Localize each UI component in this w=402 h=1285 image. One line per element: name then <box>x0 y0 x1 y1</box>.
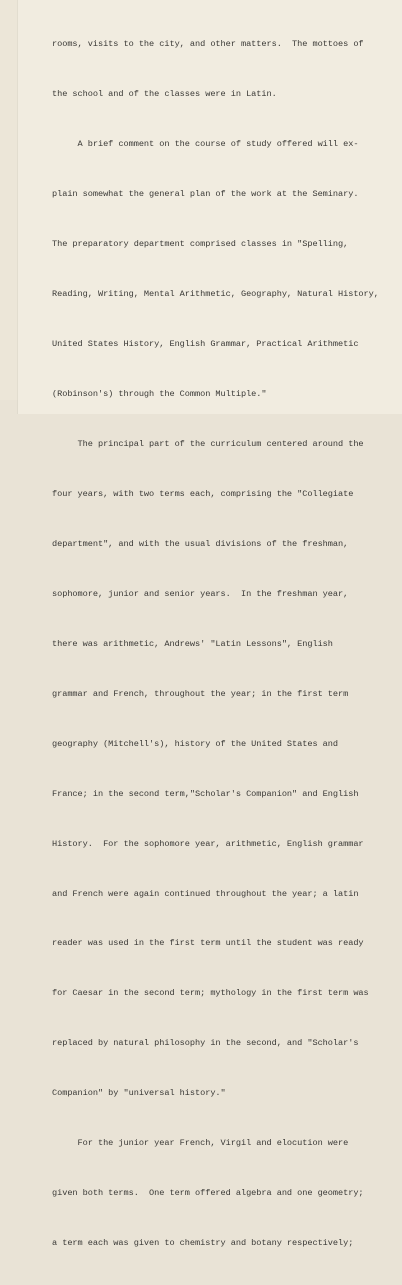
typed-text-body <box>52 3 392 1285</box>
text-line: there was arithmetic, Andrews' "Latin Lessons", English <box>52 638 333 649</box>
text-line: grammar and French, throughout the year; in the first term <box>52 688 349 699</box>
text-line: department", and with the usual divisions of the freshman, <box>52 538 349 549</box>
text-line: for Caesar in the second term; mythology in the first term was <box>52 988 369 999</box>
text-line: four years, with two terms each, comprising the "Collegiate <box>52 488 354 499</box>
text-line: United States History, English Grammar, Practical Arithmetic <box>52 339 359 350</box>
text-line: and French were again continued throughout the year; a latin <box>52 888 359 899</box>
text-line: plain somewhat the general plan of the work at the Seminary. <box>52 189 359 200</box>
text-line: sophomore, junior and senior years. In the freshman year, <box>52 588 349 599</box>
text-line: given both terms. One term offered algebra and one geometry; <box>52 1188 364 1199</box>
text-line: replaced by natural philosophy in the second, and "Scholar's <box>52 1038 359 1049</box>
text-line: Companion" by "universal history." <box>52 1088 226 1099</box>
text-line: History. For the sophomore year, arithmetic, English grammar <box>52 838 364 849</box>
text-line: The principal part of the curriculum centered around the <box>52 438 364 449</box>
text-line: (Robinson's) through the Common Multiple." <box>52 388 267 399</box>
text-line: rooms, visits to the city, and other matters. The mottoes of <box>52 39 364 50</box>
text-line: Reading, Writing, Mental Arithmetic, Geography, Natural History, <box>52 289 379 300</box>
text-line: For the junior year French, Virgil and elocution were <box>52 1138 349 1149</box>
text-line: geography (Mitchell's), history of the United States and <box>52 738 338 749</box>
text-line: a term each was given to chemistry and botany respectively; <box>52 1238 354 1249</box>
text-line: reader was used in the first term until the student was ready <box>52 938 364 949</box>
text-line: The preparatory department comprised classes in "Spelling, <box>52 239 349 250</box>
text-line: A brief comment on the course of study offered will ex- <box>52 139 359 150</box>
text-line: France; in the second term,"Scholar's Companion" and English <box>52 788 359 799</box>
text-line: the school and of the classes were in Latin. <box>52 89 277 100</box>
